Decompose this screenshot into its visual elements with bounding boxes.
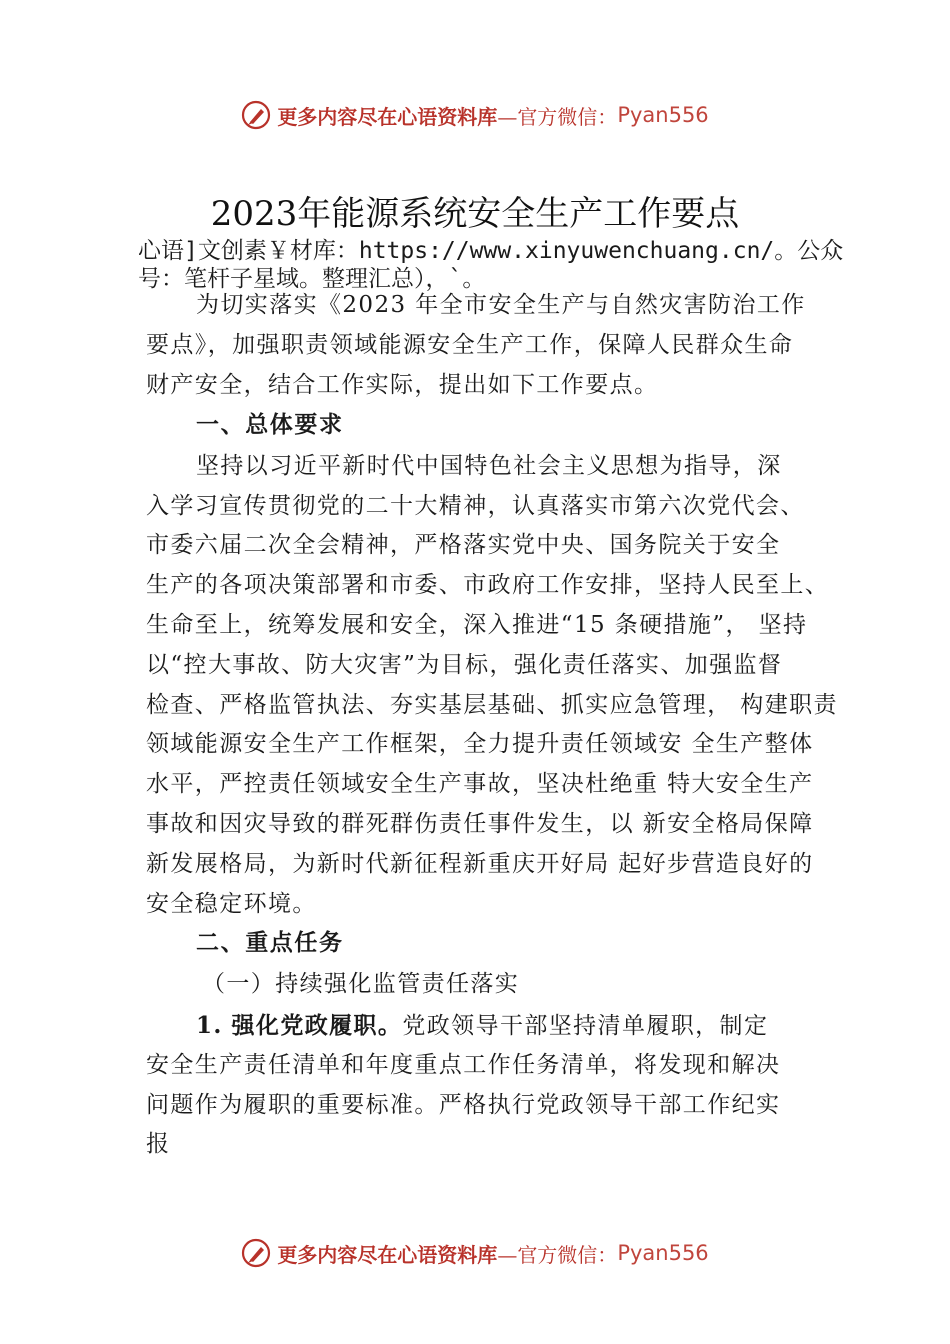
document-title: 2023年能源系统安全生产工作要点	[210, 194, 740, 234]
subsection-heading: （一）持续强化监管责任落实	[202, 971, 520, 997]
section-heading: 一、总体要求	[196, 411, 344, 438]
paragraph-line: 检查、严格监管执法、夯实基层基础、抓实应急管理， 构建职责	[146, 692, 838, 718]
banner-text-account: Pyan556	[617, 103, 709, 127]
paragraph-line: 生产的各项决策部署和市委、市政府工作安排，坚持人民至上、	[146, 572, 830, 598]
item-text: 党政领导干部坚持清单履职，制定	[402, 1013, 769, 1039]
banner-text-wechat: —官方微信：	[497, 1242, 618, 1267]
source-note-line: 心语]文创素￥材库：https://www.xinyuwenchuang.cn/。公众	[138, 238, 844, 264]
banner-text-account: Pyan556	[617, 1241, 709, 1265]
paragraph-line: 以“控大事故、防大灾害”为目标，强化责任落实、加强监督	[146, 652, 783, 678]
paragraph-line: 报	[146, 1131, 171, 1157]
pen-circle-logo-icon	[241, 1238, 271, 1268]
section-heading: 二、重点任务	[196, 929, 344, 956]
item-bold-title: 强化党政履职。	[231, 1012, 403, 1039]
intro-line: 财产安全，结合工作实际，提出如下工作要点。	[146, 372, 659, 398]
source-note-line: 号：笔杆子星域。整理汇总），`。	[138, 266, 486, 292]
banner-text-wechat: —官方微信：	[497, 104, 618, 129]
header-banner	[0, 95, 950, 135]
paragraph-line: 领域能源安全生产工作框架，全力提升责任领域安 全生产整体	[146, 731, 814, 757]
paragraph-line: 市委六届二次全会精神，严格落实党中央、国务院关于安全	[146, 532, 781, 558]
paragraph-line: 生命至上，统筹发展和安全，深入推进“15 条硬措施”， 坚持	[146, 612, 808, 638]
item-number: 1.	[196, 1012, 223, 1039]
item-line	[196, 1011, 768, 1041]
banner-text-library: 更多内容尽在心语资料库	[277, 1242, 498, 1267]
paragraph-line: 安全稳定环境。	[146, 891, 317, 917]
paragraph-line: 问题作为履职的重要标准。严格执行党政领导干部工作纪实	[146, 1092, 781, 1118]
paragraph-line: 新发展格局，为新时代新征程新重庆开好局 起好步营造良好的	[146, 851, 814, 877]
paragraph-line: 水平，严控责任领域安全生产事故，坚决杜绝重 特大安全生产	[146, 771, 814, 797]
paragraph-line: 事故和因灾导致的群死群伤责任事件发生，以 新安全格局保障	[146, 811, 814, 837]
paragraph-line: 安全生产责任清单和年度重点工作任务清单，将发现和解决	[146, 1052, 781, 1078]
pen-circle-logo-icon	[241, 100, 271, 130]
banner-text-library: 更多内容尽在心语资料库	[277, 104, 498, 129]
footer-banner	[0, 1233, 950, 1273]
intro-line: 为切实落实《2023 年全市安全生产与自然灾害防治工作	[196, 292, 806, 318]
paragraph-line: 坚持以习近平新时代中国特色社会主义思想为指导，深	[196, 453, 782, 479]
intro-line: 要点》，加强职责领域能源安全生产工作，保障人民群众生命	[146, 332, 794, 358]
paragraph-line: 入学习宣传贯彻党的二十大精神，认真落实市第六次党代会、	[146, 493, 805, 519]
